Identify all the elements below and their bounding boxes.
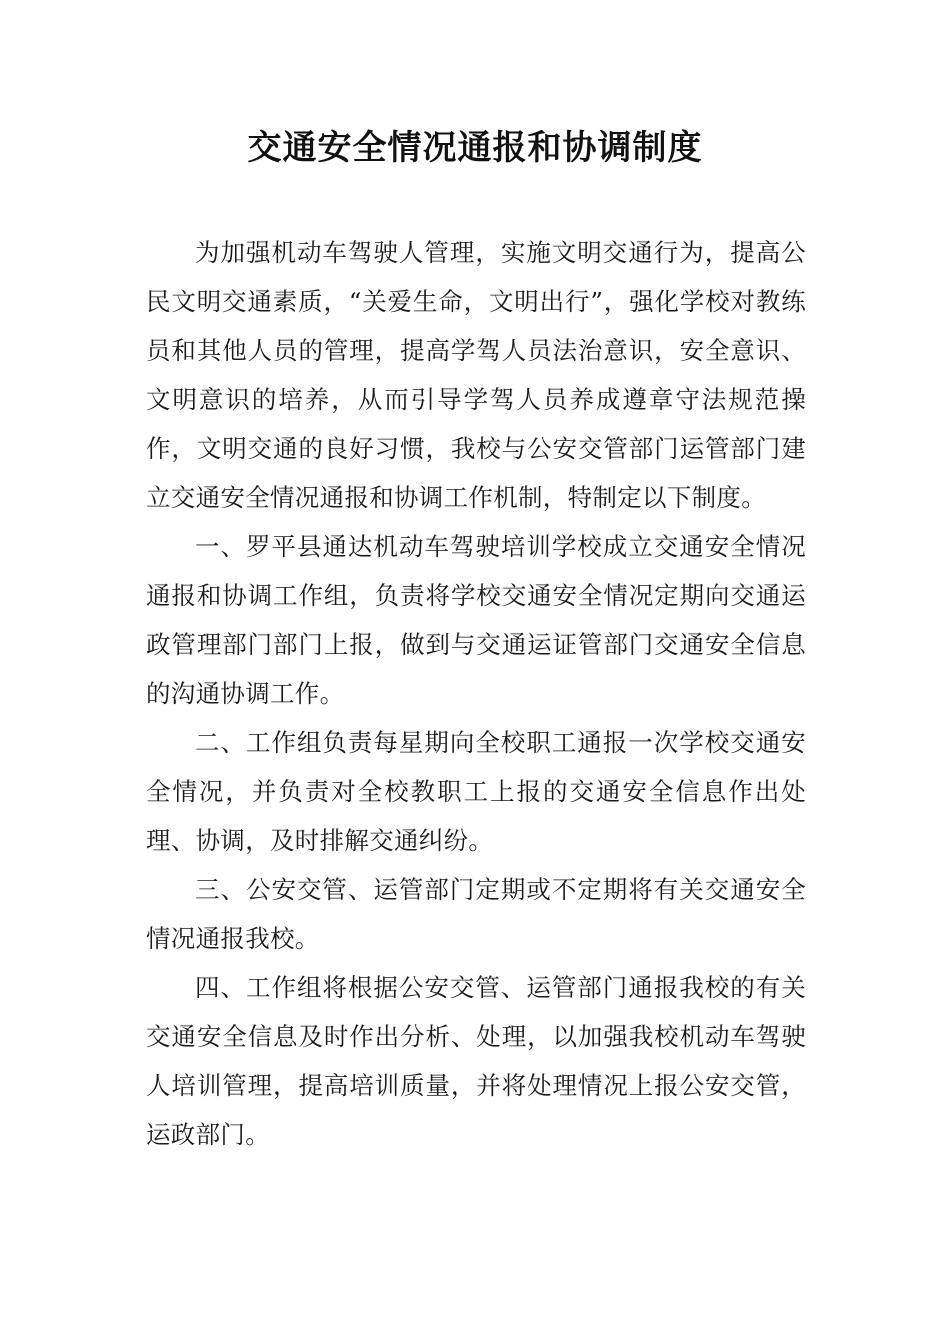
document-title: 交通安全情况通报和协调制度 — [247, 128, 703, 168]
paragraph-intro: 为加强机动车驾驶人管理，实施文明交通行为，提高公民文明交通素质，“关爱生命，文明出行”，强化学校对教练员和其他人员的管理，提高学驾人员法治意识，安全意识、文明意识的培养，从而引导学驾人员养成遵章守法规范操作，文明交通的良好习惯，我校与公安交管部门运管部门建立交通安全情况通报和协调工作机制，特制定以下制度。 — [146, 238, 806, 512]
document-body — [146, 228, 806, 1159]
paragraph-item-3: 三、公安交管、运管部门定期或不定期将有关交通安全情况通报我校。 — [146, 875, 806, 953]
paragraph-item-1: 一、罗平县通达机动车驾驶培训学校成立交通安全情况通报和协调工作组，负责将学校交通安全情况定期向交通运政管理部门部门上报，做到与交通运证管部门交通安全信息的沟通协调工作。 — [146, 532, 806, 708]
paragraph-item-4: 四、工作组将根据公安交管、运管部门通报我校的有关交通安全信息及时作出分析、处理，以加强我校机动车驾驶人培训管理，提高培训质量，并将处理情况上报公安交管，运政部门。 — [146, 973, 806, 1149]
paragraph-item-2: 二、工作组负责每星期向全校职工通报一次学校交通安全情况，并负责对全校教职工上报的交通安全信息作出处理、协调，及时排解交通纠纷。 — [146, 728, 806, 855]
